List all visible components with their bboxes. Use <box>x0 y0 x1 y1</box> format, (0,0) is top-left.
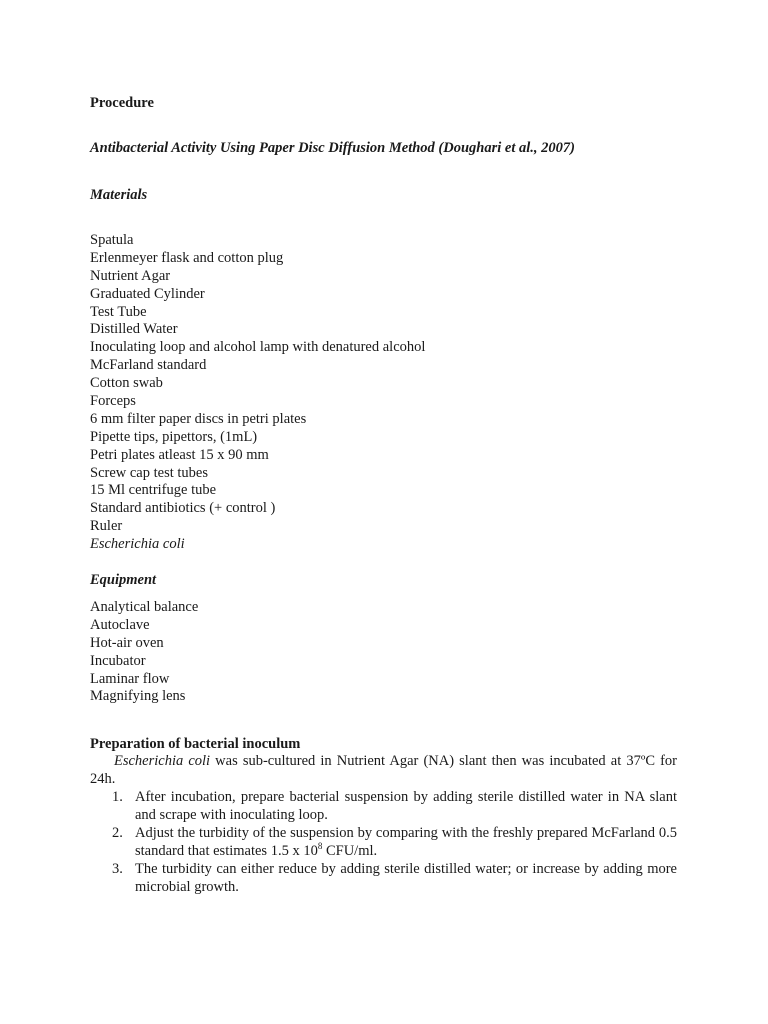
list-item: Spatula <box>90 232 134 248</box>
step-text-after: CFU/ml. <box>322 843 378 859</box>
materials-list <box>90 232 425 554</box>
list-item: Forceps <box>90 393 136 410</box>
list-item: Escherichia coli <box>90 536 185 553</box>
step-text: The turbidity can either reduce by adding sterile distilled water; or increase by adding more microbial growth. <box>135 861 677 895</box>
step-item <box>90 860 677 896</box>
preparation-title: Preparation of bacterial inoculum <box>90 736 301 752</box>
preparation-text: was sub-cultured in Nutrient Agar (NA) slant then was incubated at 37ºC for 24h. <box>90 753 677 787</box>
step-number: 3. <box>112 861 123 877</box>
step-text-before: Adjust the turbidity of the suspension by comparing with the freshly prepared McFarland 0.5 standard that estimates 1.5 x 10 <box>135 825 677 859</box>
list-item: Incubator <box>90 652 146 669</box>
equipment-title: Equipment <box>90 572 157 588</box>
equipment-list <box>90 599 198 706</box>
step-number: 2. <box>112 825 123 841</box>
list-item: Autoclave <box>90 616 150 633</box>
preparation-paragraph <box>90 752 677 788</box>
list-item: Hot-air oven <box>90 634 164 651</box>
list-item: Inoculating loop and alcohol lamp with denatured alcohol <box>90 339 426 356</box>
list-item: Erlenmeyer flask and cotton plug <box>90 249 284 266</box>
list-item: 6 mm filter paper discs in petri plates <box>90 410 307 427</box>
list-item: Nutrient Agar <box>90 267 171 284</box>
list-item: McFarland standard <box>90 357 207 374</box>
step-number: 1. <box>112 789 123 805</box>
list-item: Analytical balance <box>90 599 199 615</box>
list-item: Ruler <box>90 518 123 535</box>
organism-name: Escherichia coli <box>114 753 211 769</box>
procedure-steps <box>90 788 677 896</box>
method-title: Antibacterial Activity Using Paper Disc Diffusion Method (Doughari et al., 2007) <box>90 140 575 156</box>
list-item: Laminar flow <box>90 670 170 687</box>
list-item: Magnifying lens <box>90 688 186 705</box>
list-item: Test Tube <box>90 303 147 320</box>
exponent: 8 <box>317 841 323 852</box>
materials-title: Materials <box>90 187 148 203</box>
procedure-title: Procedure <box>90 95 154 111</box>
list-item: 15 Ml centrifuge tube <box>90 482 217 499</box>
list-item: Distilled Water <box>90 321 178 338</box>
step-text <box>135 825 677 859</box>
step-text: After incubation, prepare bacterial suspension by adding sterile distilled water in NA slant and scrape with inoculating loop. <box>135 789 677 823</box>
list-item: Petri plates atleast 15 x 90 mm <box>90 446 269 463</box>
list-item: Graduated Cylinder <box>90 285 205 302</box>
list-item: Pipette tips, pipettors, (1mL) <box>90 428 258 445</box>
list-item: Standard antibiotics (+ control ) <box>90 500 276 517</box>
step-item <box>90 788 677 824</box>
list-item: Screw cap test tubes <box>90 464 208 481</box>
list-item: Cotton swab <box>90 375 163 392</box>
step-item <box>90 824 677 860</box>
